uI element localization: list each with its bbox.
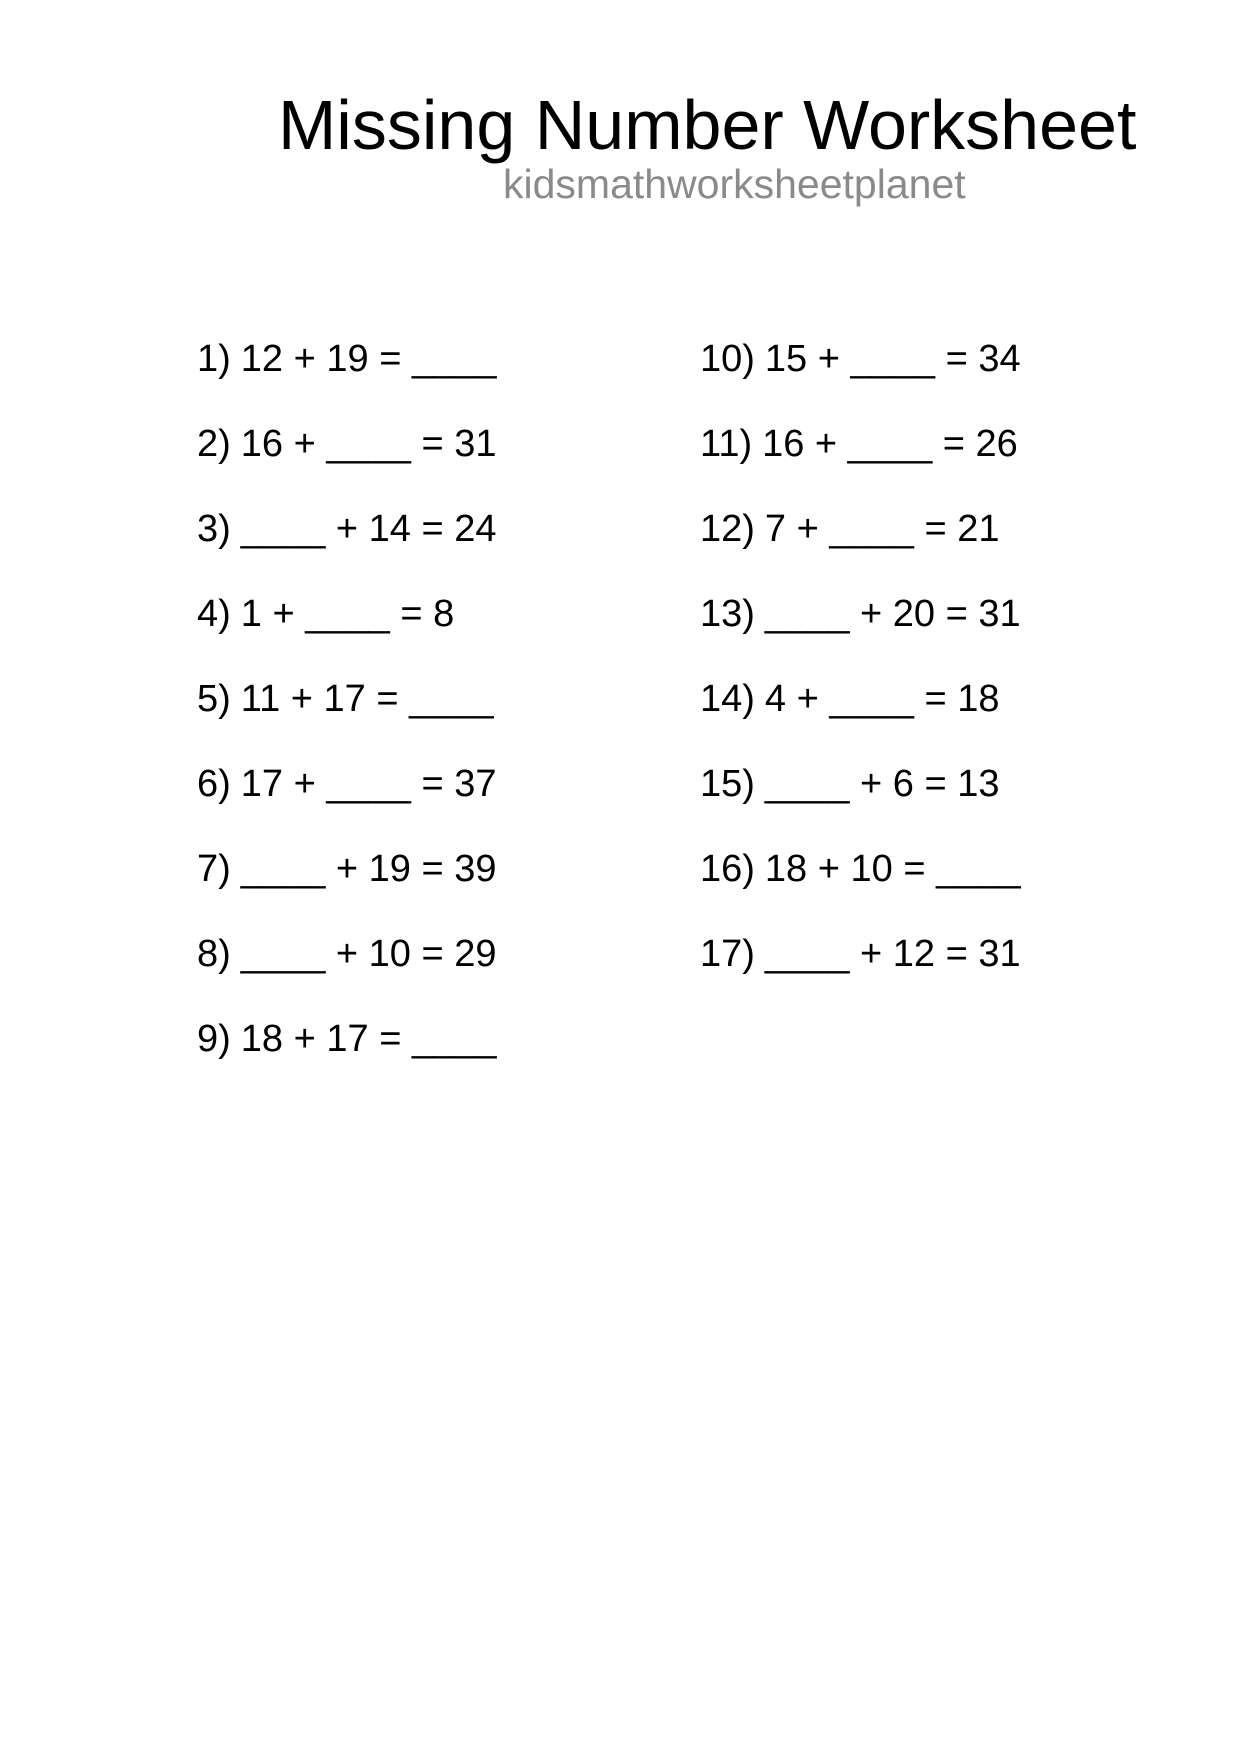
problem-number: 15): [700, 763, 755, 805]
problem-row-17: [700, 933, 1021, 1018]
problem-number: 14): [700, 678, 755, 720]
problem-number: 2): [197, 423, 231, 465]
problem-row-12: [700, 508, 1021, 593]
problem-number: 11): [700, 423, 753, 465]
page-title: Missing Number Worksheet: [278, 86, 1137, 164]
problem-number: 7): [197, 848, 231, 890]
problem-equation: ____ + 14 = 24: [240, 508, 497, 550]
problem-equation: 18 + 10 = ____: [764, 848, 1021, 890]
problem-row-5: [197, 678, 496, 763]
problem-row-3: [197, 508, 496, 593]
problem-equation: 16 + ____ = 31: [240, 423, 497, 465]
problem-number: 1): [197, 338, 231, 380]
problem-equation: ____ + 12 = 31: [764, 933, 1021, 975]
problem-row-2: [197, 423, 496, 508]
problem-row-4: [197, 593, 496, 678]
problem-row-10: [700, 338, 1021, 423]
problem-number: 16): [700, 848, 755, 890]
problem-row-15: [700, 763, 1021, 848]
problem-equation: ____ + 10 = 29: [240, 933, 497, 975]
problem-equation: 18 + 17 = ____: [240, 1018, 497, 1060]
problem-number: 6): [197, 763, 231, 805]
problem-row-11: [700, 423, 1021, 508]
problem-equation: ____ + 19 = 39: [240, 848, 497, 890]
problem-number: 13): [700, 593, 755, 635]
problem-equation: 11 + 17 = ____: [240, 678, 494, 720]
problem-number: 9): [197, 1018, 231, 1060]
problem-equation: 4 + ____ = 18: [764, 678, 1000, 720]
problem-row-6: [197, 763, 496, 848]
problem-equation: 17 + ____ = 37: [240, 763, 497, 805]
problem-equation: ____ + 20 = 31: [764, 593, 1021, 635]
problem-row-16: [700, 848, 1021, 933]
problem-equation: 7 + ____ = 21: [764, 508, 1000, 550]
problem-equation: ____ + 6 = 13: [764, 763, 1000, 805]
problem-equation: 12 + 19 = ____: [240, 338, 497, 380]
problem-number: 8): [197, 933, 231, 975]
problem-equation: 1 + ____ = 8: [240, 593, 455, 635]
problem-number: 17): [700, 933, 755, 975]
problem-equation: 16 + ____ = 26: [762, 423, 1018, 465]
problems-left-column: [197, 338, 496, 1103]
problem-number: 4): [197, 593, 231, 635]
problems-right-column: [700, 338, 1021, 1018]
problem-equation: 15 + ____ = 34: [764, 338, 1021, 380]
page-subtitle: kidsmathworksheetplanet: [503, 161, 966, 207]
problem-row-1: [197, 338, 496, 423]
problem-row-13: [700, 593, 1021, 678]
problem-row-14: [700, 678, 1021, 763]
problem-number: 10): [700, 338, 755, 380]
problem-number: 3): [197, 508, 231, 550]
problem-row-9: [197, 1018, 496, 1103]
problem-number: 12): [700, 508, 755, 550]
problem-number: 5): [197, 678, 231, 720]
problem-row-7: [197, 848, 496, 933]
problem-row-8: [197, 933, 496, 1018]
